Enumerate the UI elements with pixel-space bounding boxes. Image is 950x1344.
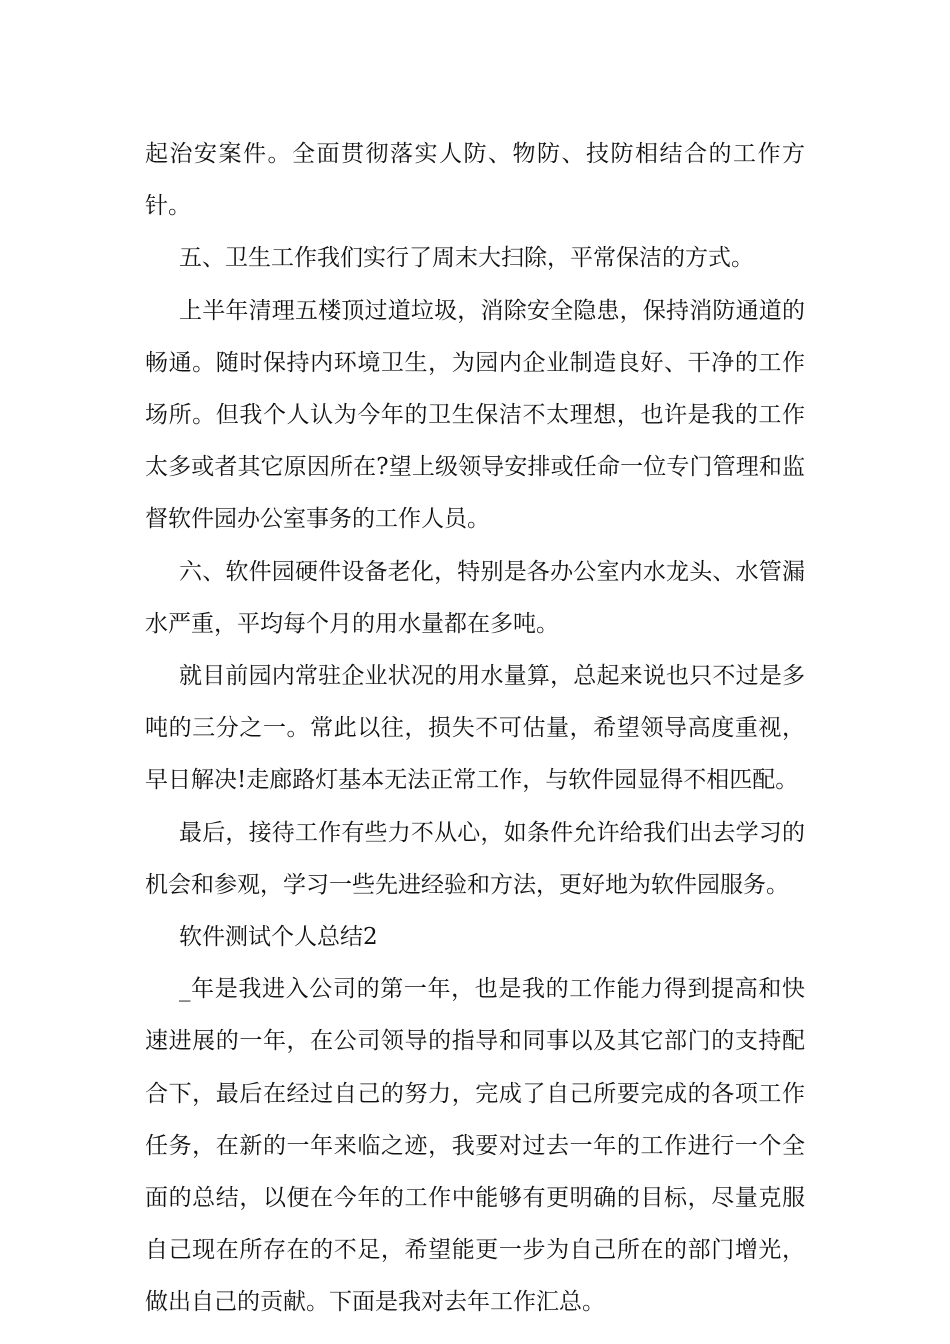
- paragraph-hygiene-details: 上半年清理五楼顶过道垃圾，消除安全隐患，保持消防通道的畅通。随时保持内环境卫生，为园内企业制造良好、干净的工作场所。但我个人认为今年的卫生保洁不太理想，也许是我的工作太多或者其它原因所在?望上级领导安排或任命一位专门管理和监督软件园办公室事务的工作人员。: [145, 297, 805, 533]
- paragraph-security-policy: 起治安案件。全面贯彻落实人防、物防、技防相结合的工作方针。: [145, 141, 805, 220]
- paragraph-hygiene-heading: 五、卫生工作我们实行了周末大扫除，平常保洁的方式。: [179, 245, 754, 272]
- paragraph-reception-work: 最后，接待工作有些力不从心，如条件允许给我们出去学习的机会和参观，学习一些先进经验和方法，更好地为软件园服务。: [145, 819, 805, 898]
- paragraph-water-usage: 就目前园内常驻企业状况的用水量算，总起来说也只不过是多吨的三分之一。常此以往，损失不可估量，希望领导高度重视，早日解决!走廊路灯基本无法正常工作，与软件园显得不相匹配。: [145, 663, 805, 794]
- document-body: [145, 128, 805, 1329]
- paragraph-equipment-aging: 六、软件园硬件设备老化，特别是各办公室内水龙头、水管漏水严重，平均每个月的用水量都在多吨。: [145, 558, 805, 637]
- paragraph-year-summary: _年是我进入公司的第一年，也是我的工作能力得到提高和快速进展的一年，在公司领导的指导和同事以及其它部门的支持配合下，最后在经过自己的努力，完成了自己所要完成的各项工作任务，在新的一年来临之迹，我要对过去一年的工作进行一个全面的总结，以便在今年的工作中能够有更明确的目标，尽量克服自己现在所存在的不足，希望能更一步为自己所在的部门增光，做出自己的贡献。下面是我对去年工作汇总。: [145, 976, 805, 1316]
- section-title-summary-2: 软件测试个人总结2: [179, 924, 378, 951]
